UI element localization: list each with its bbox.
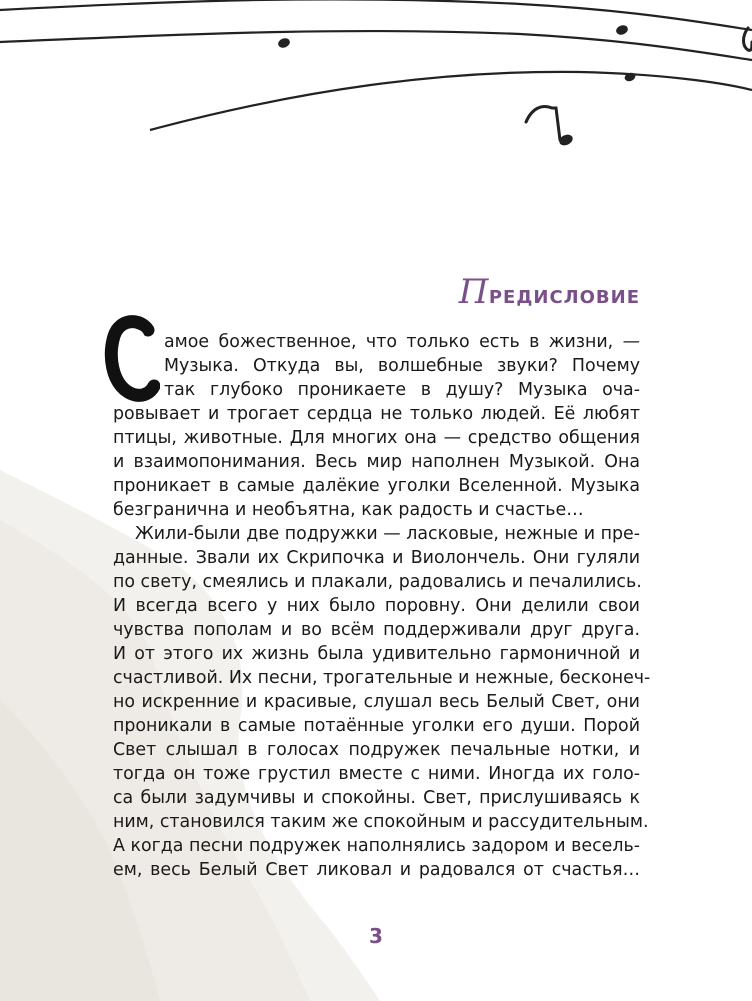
text-line: чувства пополам и во всём поддерживали друг друга. [113,620,640,640]
text-line: А когда песни подружек наполнялись задором и весель- [113,836,640,856]
text-line: И всегда всего у них было поровну. Они делили свои [113,596,640,616]
eighth-note [526,107,560,140]
text-line: безгранична и необъятна, как радость и счастье… [113,500,584,520]
text-line: Музыка. Откуда вы, волшебные звуки? Почему [164,356,640,376]
text-line: ним, становился таким же спокойным и рассудительным. [113,812,649,832]
text-line: но искренние и красивые, слушал весь Белый Свет, они [113,692,640,712]
text-line: данные. Звали их Скрипочка и Виолончель. Они гуляли [113,548,640,568]
text-line: тогда он тоже грустил вместе с ними. Иногда их голо- [113,764,640,784]
text-line: так глубоко проникаете в душу? Музыка оча- [164,380,640,400]
chapter-heading [459,272,640,312]
text-line: И от этого их жизнь была удивительно гармоничной и [113,644,640,664]
drop-cap-letter: С [132,372,133,373]
text-line: ем, весь Белый Свет ликовал и радовался от счастья… [113,860,640,880]
text-line: ровывает и трогает сердца не только людей. Её любят [113,404,640,424]
text-line: счастливой. Их песни, трогательные и нежные, бесконеч- [113,668,651,688]
text-line: проникает в самые далёкие уголки Вселенной. Музыка [113,476,640,496]
text-line: Жили-были две подружки — ласковые, нежные и пре- [135,524,640,544]
heading-text: редисловие [488,280,640,310]
clef-fragment [744,28,752,50]
text-line: амое божественное, что только есть в жизни, — [164,332,640,352]
note-head-1 [277,37,291,50]
note-head-2 [615,24,629,37]
text-line: Свет слышал в голосах подружек печальные нотки, и [113,740,640,760]
drop-cap [104,312,160,402]
page-number: 3 [369,924,383,948]
text-line: по свету, смеялись и плакали, радовались и печалились. [113,572,642,592]
text-line: са были задумчивы и спокойны. Свет, прислушиваясь к [113,788,640,808]
text-line: проникали в самые потаённые уголки его души. Порой [113,716,640,736]
text-line: птицы, животные. Для многих она — средство общения [113,428,640,448]
text-line: и взаимопонимания. Весь мир наполнен Музыкой. Она [113,452,640,472]
heading-initial: П [458,272,489,312]
music-staff-decoration [0,0,752,170]
